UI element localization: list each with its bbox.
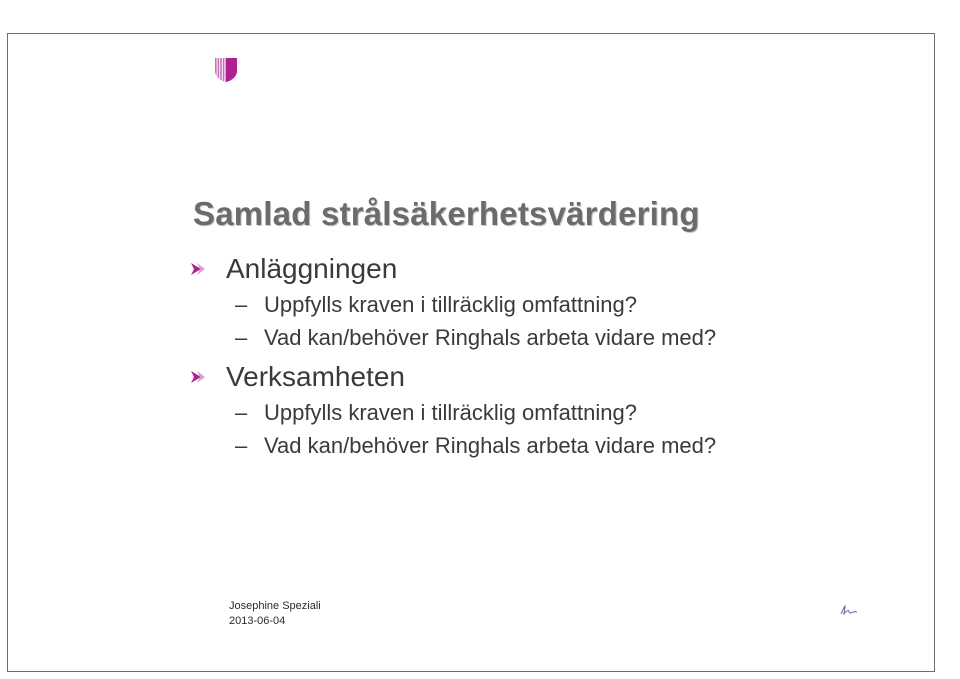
shield-logo-icon bbox=[214, 57, 238, 83]
section-verksamheten bbox=[188, 358, 908, 462]
sub-list bbox=[188, 288, 908, 354]
list-item-text: Vad kan/behöver Ringhals arbeta vidare med? bbox=[264, 432, 717, 458]
dash-bullet: – bbox=[235, 432, 248, 458]
list-item-text: Vad kan/behöver Ringhals arbeta vidare med? bbox=[264, 324, 717, 350]
section-anlaggningen bbox=[188, 250, 908, 354]
dash-bullet: – bbox=[235, 324, 248, 350]
sub-list bbox=[188, 396, 908, 462]
footer-author: Josephine Speziali bbox=[229, 600, 321, 612]
section-label: Anläggningen bbox=[226, 253, 398, 284]
list-item bbox=[188, 321, 908, 354]
dash-bullet: – bbox=[235, 399, 248, 425]
list-item-text: Uppfylls kraven i tillräcklig omfattning? bbox=[264, 291, 637, 317]
list-item bbox=[188, 396, 908, 429]
slide-footer bbox=[229, 599, 321, 629]
handwritten-initials bbox=[840, 604, 858, 616]
list-item bbox=[188, 429, 908, 462]
section-heading bbox=[188, 250, 908, 288]
bullet-list bbox=[188, 250, 908, 462]
slide-title: Samlad strålsäkerhetsvärdering bbox=[193, 195, 700, 232]
list-item-text: Uppfylls kraven i tillräcklig omfattning? bbox=[264, 399, 637, 425]
arrow-right-icon bbox=[188, 368, 206, 386]
arrow-right-icon bbox=[188, 260, 206, 278]
footer-date: 2013-06-04 bbox=[229, 615, 286, 627]
dash-bullet: – bbox=[235, 291, 248, 317]
section-heading bbox=[188, 358, 908, 396]
section-label: Verksamheten bbox=[226, 361, 405, 392]
list-item bbox=[188, 288, 908, 321]
